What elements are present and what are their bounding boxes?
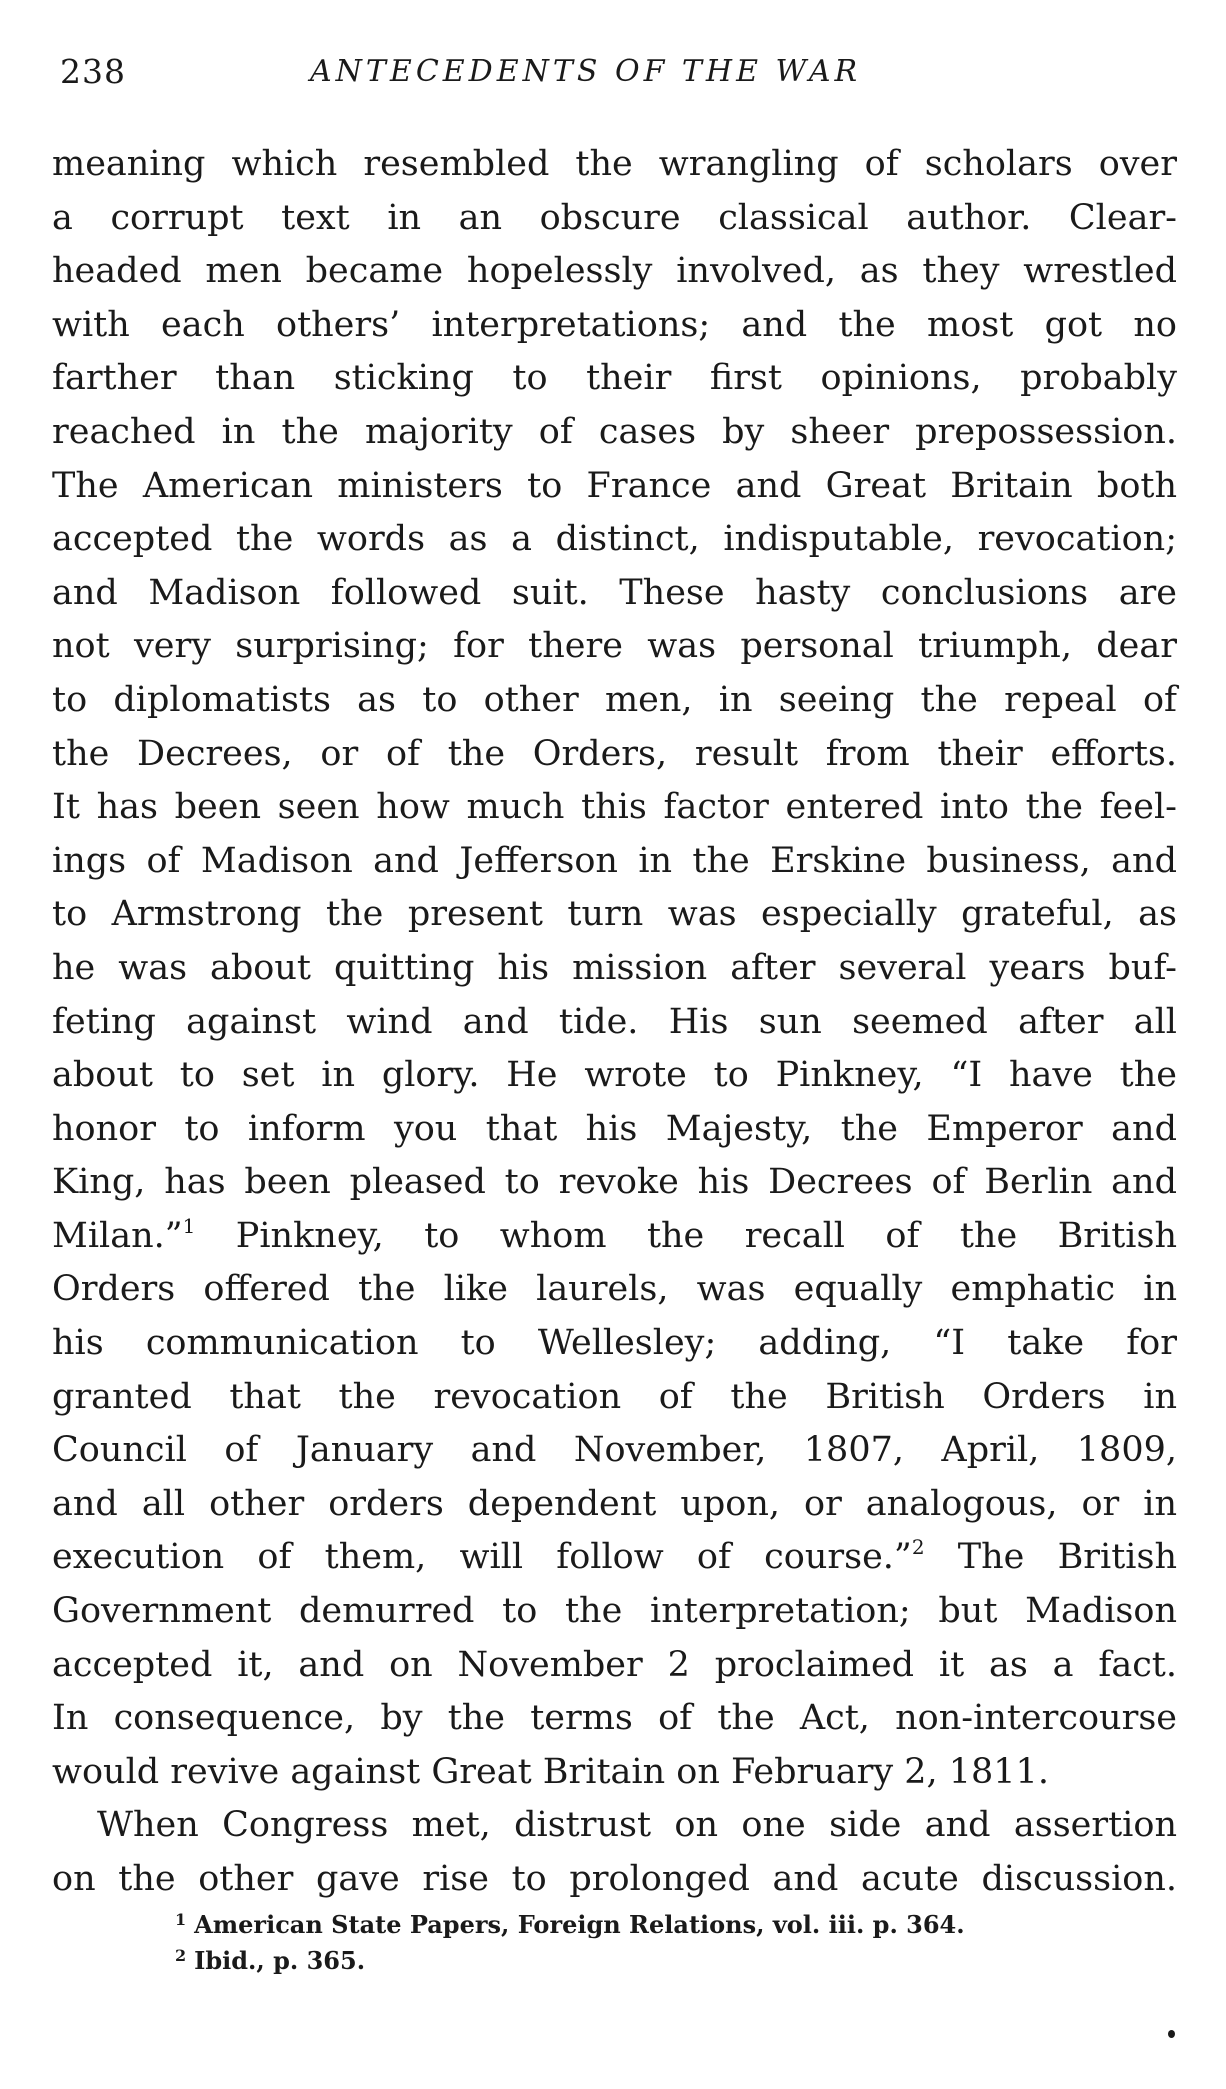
text-line: to Armstrong the present turn was especially grateful, as	[52, 894, 1177, 935]
page-header	[60, 52, 1180, 102]
ink-mark	[1168, 2030, 1175, 2038]
text-line: on the other gave rise to prolonged and acute discussion.	[52, 1859, 1177, 1899]
text-line: his communication to Wellesley; adding, “I take for	[52, 1323, 1177, 1364]
running-head: ANTECEDENTS OF THE WAR	[310, 54, 862, 89]
text-segment: Pinkney, to whom the recall of the British	[195, 1215, 1177, 1256]
text-line: about to set in glory. He wrote to Pinkney, “I have the	[52, 1055, 1177, 1096]
text-line: would revive against Great Britain on February 2, 1811.	[52, 1751, 1049, 1792]
page-number: 238	[60, 52, 126, 91]
text-line: reached in the majority of cases by sheer prepossession.	[52, 411, 1177, 452]
text-line: accepted it, and on November 2 proclaimed it as a fact.	[52, 1644, 1177, 1685]
text-segment: execution of them, will follow of course.”	[52, 1537, 912, 1578]
text-segment: Milan.”	[52, 1215, 183, 1256]
footnote-text: Ibid., p. 365.	[194, 1946, 366, 1975]
text-line: In consequence, by the terms of the Act, non-intercourse	[52, 1698, 1177, 1739]
text-line: farther than sticking to their first opinions, probably	[52, 358, 1177, 399]
footnote	[175, 1938, 1075, 1974]
text-line: When Congress met, distrust on one side and assertion	[97, 1805, 1177, 1846]
text-line: and Madison followed suit. These hasty conclusions are	[52, 572, 1177, 613]
text-line	[52, 1531, 1177, 1585]
text-line: headed men became hopelessly involved, as they wrestled	[52, 251, 1177, 292]
footnote-number: 1	[175, 1910, 187, 1929]
text-line: the Decrees, or of the Orders, result from their efforts.	[52, 733, 1177, 774]
footnote-text: American State Papers, Foreign Relations, vol. iii. p. 364.	[194, 1910, 965, 1939]
text-line: The American ministers to France and Great Britain both	[52, 465, 1177, 506]
footnote-ref: 2	[911, 1535, 925, 1560]
text-line: he was about quitting his mission after several years buf-	[52, 947, 1177, 988]
footnote	[175, 1902, 1075, 1938]
text-line: It has been seen how much this factor entered into the feel-	[52, 787, 1177, 828]
text-line: not very surprising; for there was personal triumph, dear	[52, 626, 1177, 667]
text-line: Orders offered the like laurels, was equally emphatic in	[52, 1269, 1177, 1310]
text-line: honor to inform you that his Majesty, the Emperor and	[52, 1108, 1177, 1149]
footnote-number: 2	[175, 1946, 187, 1965]
text-line: and all other orders dependent upon, or analogous, or in	[52, 1483, 1177, 1524]
text-line: with each others’ interpretations; and the most got no	[52, 304, 1177, 345]
text-line: accepted the words as a distinct, indisputable, revocation;	[52, 519, 1177, 560]
text-line: Government demurred to the interpretation; but Madison	[52, 1591, 1177, 1632]
text-line: to diplomatists as to other men, in seeing the repeal of	[52, 679, 1177, 720]
text-line: a corrupt text in an obscure classical author. Clear-	[52, 197, 1177, 238]
footnote-ref: 1	[182, 1213, 196, 1238]
text-line: Council of January and November, 1807, April, 1809,	[52, 1430, 1177, 1471]
text-line: ings of Madison and Jefferson in the Erskine business, and	[52, 840, 1177, 881]
text-line: granted that the revocation of the British Orders in	[52, 1376, 1177, 1417]
text-line	[52, 1210, 1177, 1264]
body-text	[52, 138, 1177, 1907]
text-segment: The British	[924, 1537, 1177, 1578]
text-line: meaning which resembled the wrangling of scholars over	[52, 144, 1177, 184]
text-line: feting against wind and tide. His sun seemed after all	[52, 1001, 1177, 1042]
footnotes	[175, 1902, 1075, 1974]
text-line: King, has been pleased to revoke his Decrees of Berlin and	[52, 1162, 1177, 1203]
